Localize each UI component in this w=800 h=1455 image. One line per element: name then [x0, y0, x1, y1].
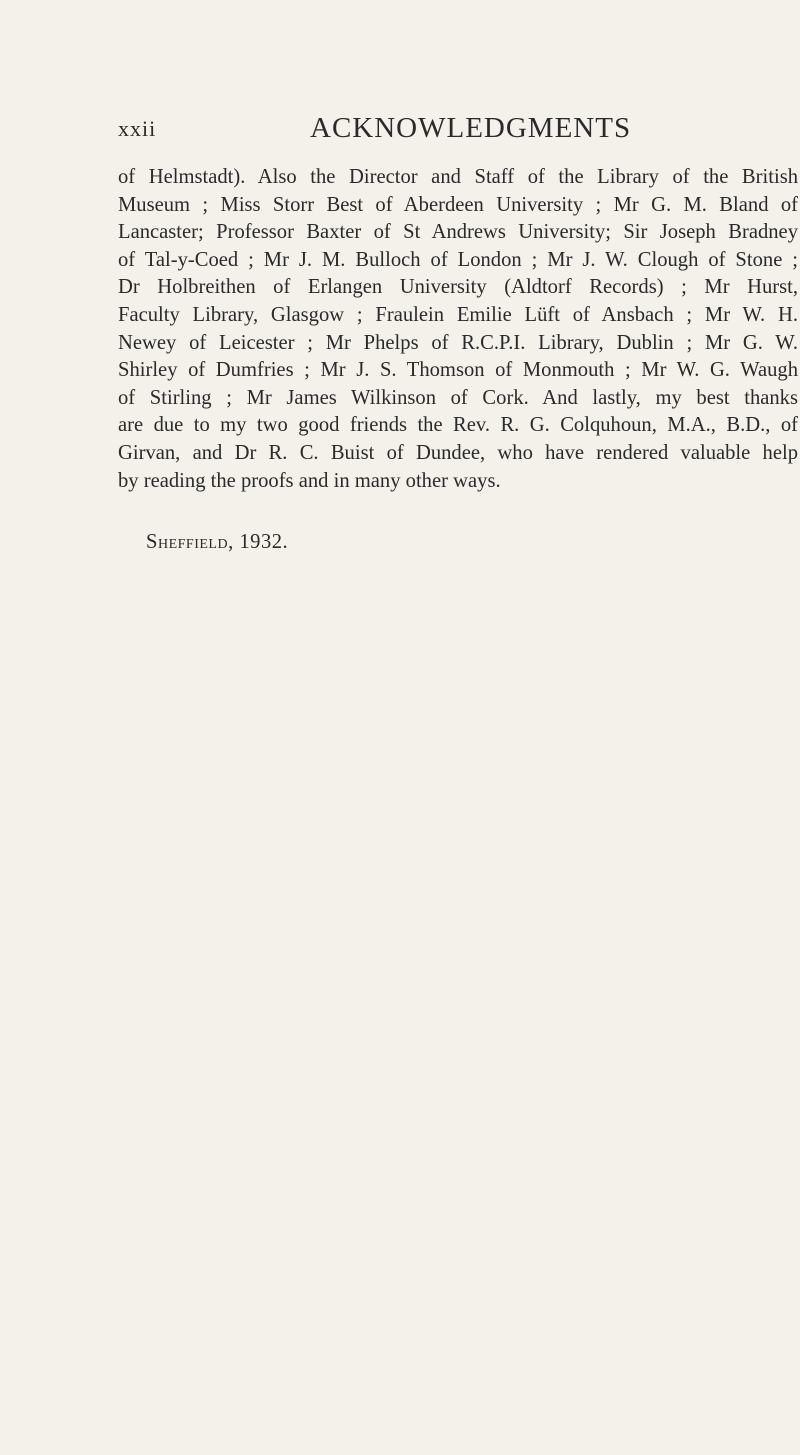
text-line: by reading the proofs and in many other ways.	[118, 469, 501, 492]
text-line: Newey of Leicester ; Mr Phelps of R.C.P.I. Library, Dublin ; Mr G. W.	[118, 331, 798, 354]
text-line: of Helmstadt). Also the Director and Staff of the Library of the British	[118, 166, 798, 188]
text-line: of Stirling ; Mr James Wilkinson of Cork. And lastly, my best thanks	[118, 386, 798, 409]
acknowledgments-paragraph	[118, 164, 798, 495]
text-line: Faculty Library, Glasgow ; Fraulein Emilie Lüft of Ansbach ; Mr W. H.	[118, 303, 798, 326]
place-date-signoff: Sheffield, 1932.	[146, 531, 289, 553]
text-line: Girvan, and Dr R. C. Buist of Dundee, who have rendered valuable help	[118, 441, 798, 464]
text-line: Shirley of Dumfries ; Mr J. S. Thomson of Monmouth ; Mr W. G. Waugh	[118, 359, 798, 382]
text-line: Dr Holbreithen of Erlangen University (Aldtorf Records) ; Mr Hurst,	[118, 276, 798, 299]
page-number: xxii	[118, 116, 157, 141]
text-line: Lancaster; Professor Baxter of St Andrews University; Sir Joseph Bradney	[118, 221, 798, 244]
page-header	[118, 112, 632, 148]
text-line: Museum ; Miss Storr Best of Aberdeen University ; Mr G. M. Bland of	[118, 193, 798, 216]
running-title: ACKNOWLEDGMENTS	[310, 112, 632, 144]
text-line: are due to my two good friends the Rev. R. G. Colquhoun, M.A., B.D., of	[118, 414, 798, 437]
text-line: of Tal-y-Coed ; Mr J. M. Bulloch of London ; Mr J. W. Clough of Stone ;	[118, 248, 798, 271]
